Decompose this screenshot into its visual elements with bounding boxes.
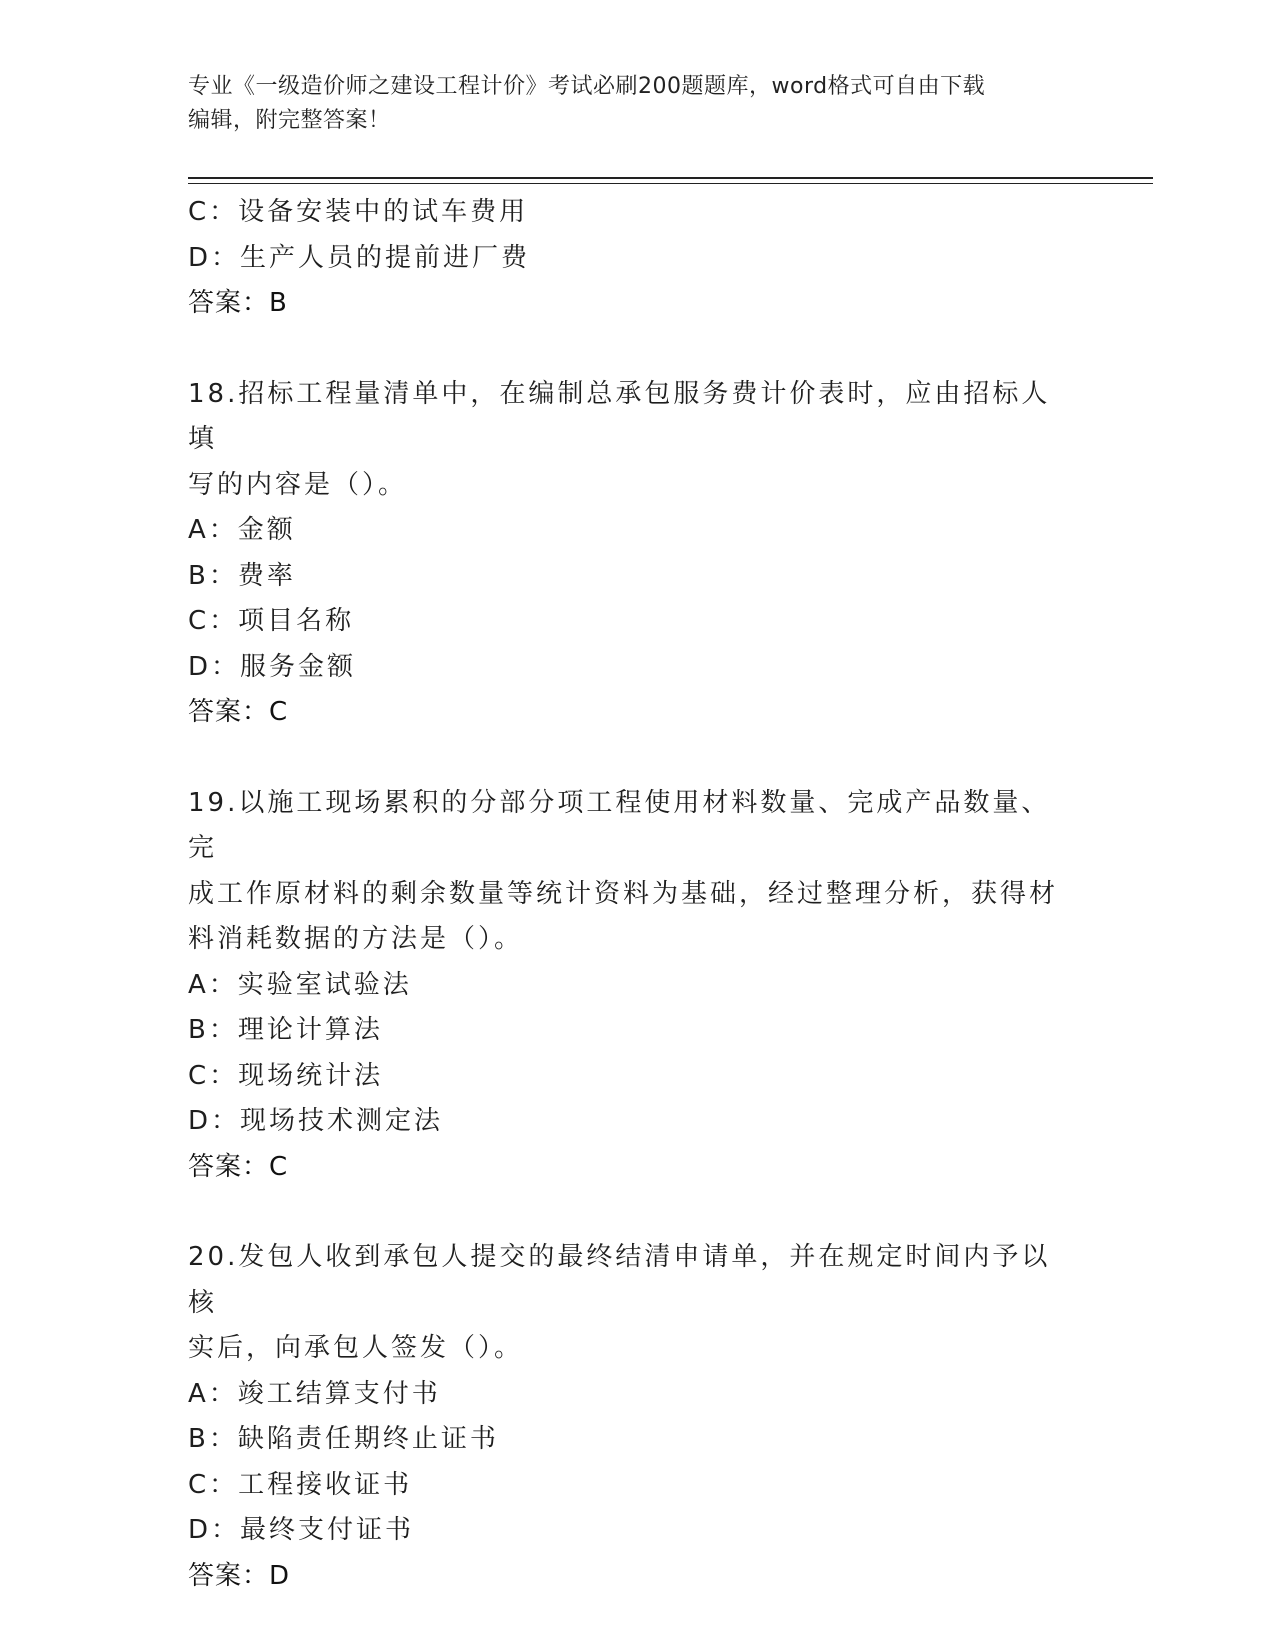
option-a: A：金额	[188, 515, 296, 545]
option-b: B：缺陷责任期终止证书	[188, 1424, 499, 1454]
option-c: C：设备安装中的试车费用	[188, 197, 529, 227]
question-text	[188, 781, 1068, 963]
continued-question	[188, 190, 1088, 327]
header-divider-thick	[188, 177, 1153, 179]
question-text-line: 18.招标工程量清单中，在编制总承包服务费计价表时，应由招标人填	[188, 378, 1051, 454]
question-text-line: 成工作原材料的剩余数量等统计资料为基础，经过整理分析，获得材	[188, 878, 1059, 909]
question-18	[188, 372, 1088, 736]
option-d: D：最终支付证书	[188, 1515, 415, 1545]
question-19	[188, 781, 1088, 1191]
question-text-line: 19.以施工现场累积的分部分项工程使用材料数量、完成产品数量、完	[188, 787, 1051, 863]
question-text-line: 写的内容是（）。	[188, 469, 408, 500]
question-text-line: 20.发包人收到承包人提交的最终结清申请单，并在规定时间内予以核	[188, 1242, 1051, 1318]
header-line-2: 编辑，附完整答案！	[188, 108, 391, 133]
option-d: D：生产人员的提前进厂费	[188, 242, 531, 273]
option-d: D：现场技术测定法	[188, 1106, 444, 1136]
header-line-1: 专业《一级造价师之建设工程计价》考试必刷200题题库，word格式可自由下载	[188, 74, 986, 99]
question-text-line: 料消耗数据的方法是（）。	[188, 924, 524, 954]
option-d: D：服务金额	[188, 651, 357, 682]
question-content	[188, 190, 1088, 1599]
answer-line: 答案：C	[188, 697, 289, 727]
option-c: C：项目名称	[188, 606, 355, 636]
answer-line: 答案：C	[188, 1151, 289, 1182]
answer-line: 答案：B	[188, 288, 288, 318]
option-a: A：实验室试验法	[188, 969, 412, 1000]
answer-line: 答案：D	[188, 1560, 291, 1591]
option-b: B：费率	[188, 560, 296, 591]
header-divider-thin	[188, 183, 1153, 184]
option-c: C：现场统计法	[188, 1060, 384, 1091]
option-a: A：竣工结算支付书	[188, 1378, 441, 1409]
question-text-line: 实后，向承包人签发（）。	[188, 1333, 524, 1363]
option-b: B：理论计算法	[188, 1015, 383, 1045]
question-text	[188, 1235, 1068, 1372]
option-c: C：工程接收证书	[188, 1469, 413, 1500]
question-text	[188, 372, 1068, 509]
question-20	[188, 1235, 1088, 1599]
document-header	[188, 70, 1088, 138]
